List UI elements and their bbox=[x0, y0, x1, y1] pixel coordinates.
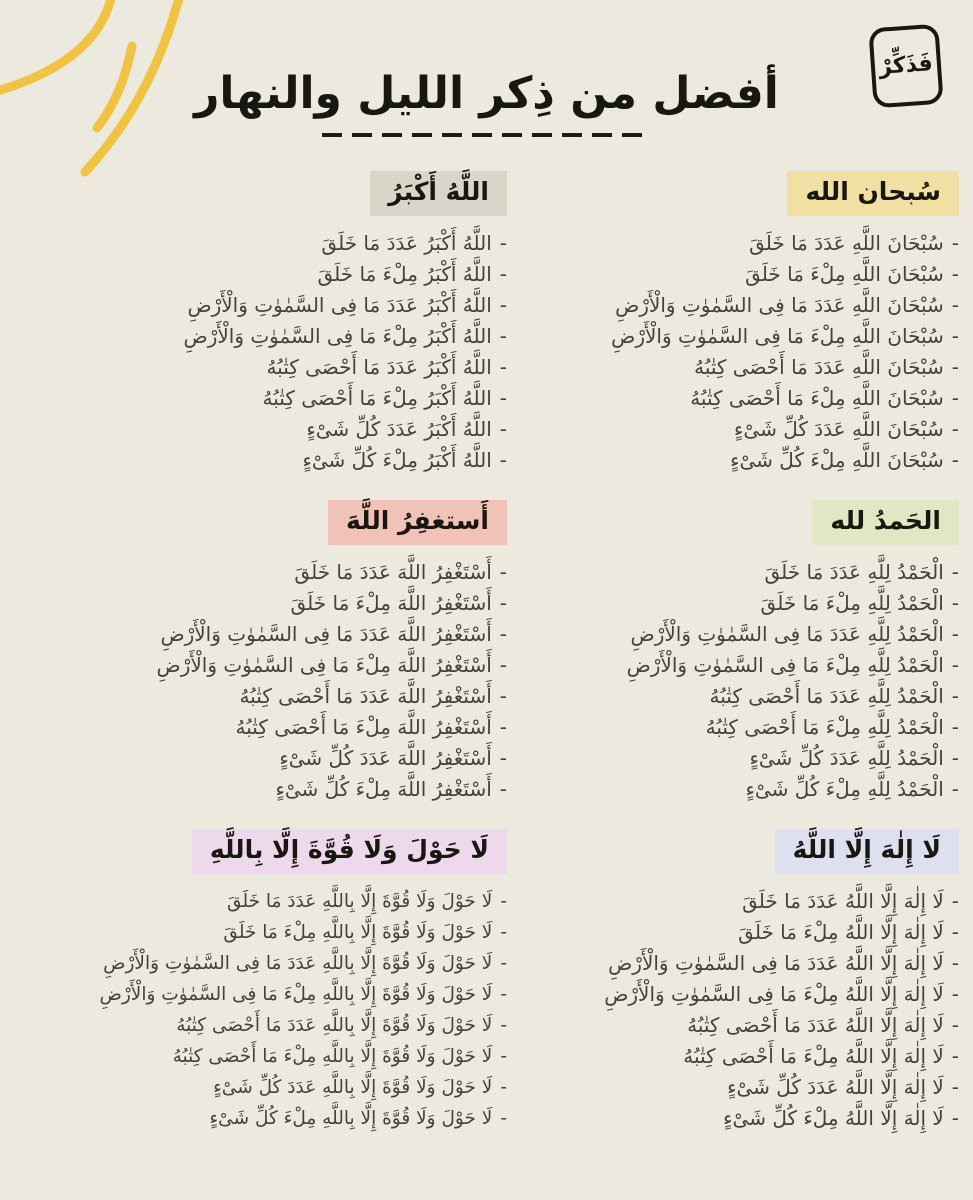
dhikr-line bbox=[6, 774, 507, 805]
dhikr-text: الْحَمْدُ لِلَّهِ عَدَدَ مَا أَحْصَى كِتٰبُهُ bbox=[709, 684, 944, 708]
section-la-ilaha-illallah bbox=[513, 829, 959, 1134]
dhikr-line bbox=[6, 321, 507, 352]
dhikr-line bbox=[6, 445, 507, 476]
dhikr-text: سُبْحَانَ اللَّهِ عَدَدَ مَا أَحْصَى كِتٰبُهُ bbox=[694, 355, 944, 379]
bullet-dash: - bbox=[500, 1077, 507, 1098]
dhikr-line bbox=[6, 1103, 507, 1134]
bullet-dash: - bbox=[951, 386, 959, 410]
bullet-dash: - bbox=[499, 622, 507, 646]
dhikr-text: لَا حَوْلَ وَلَا قُوَّةَ إِلَّا بِاللَّهِ مِلْءَ مَا أَحْصَى كِتٰبُهُ bbox=[172, 1046, 493, 1067]
dhikr-line bbox=[513, 1010, 959, 1041]
dhikr-text: اللَّهُ أَكْبَرُ مِلْءَ مَا أَحْصَى كِتٰبُهُ bbox=[262, 386, 492, 410]
dhikr-line bbox=[513, 290, 959, 321]
dhikr-line bbox=[513, 681, 959, 712]
bullet-dash: - bbox=[499, 777, 507, 801]
bullet-dash: - bbox=[499, 448, 507, 472]
section-alhamdulillah bbox=[513, 500, 959, 805]
dhikr-line bbox=[6, 290, 507, 321]
dhikr-text: لَا إِلٰهَ إِلَّا اللَّهُ مِلْءَ مَا فِى السَّمٰوٰتِ وَالْأَرْضِ bbox=[604, 982, 944, 1006]
dhikr-text: أَسْتَغْفِرُ اللَّهَ مِلْءَ مَا خَلَقَ bbox=[290, 591, 492, 615]
dhikr-text: أَسْتَغْفِرُ اللَّهَ مِلْءَ مَا فِى السَّمٰوٰتِ وَالْأَرْضِ bbox=[156, 653, 492, 677]
dhikr-text: لَا حَوْلَ وَلَا قُوَّةَ إِلَّا بِاللَّهِ عَدَدَ كُلِّ شَىْءٍ bbox=[213, 1077, 493, 1098]
bullet-dash: - bbox=[499, 746, 507, 770]
dhikr-line bbox=[6, 886, 507, 917]
dhikr-line bbox=[6, 681, 507, 712]
bullet-dash: - bbox=[951, 982, 959, 1006]
dhikr-text: سُبْحَانَ اللَّهِ عَدَدَ كُلِّ شَىْءٍ bbox=[734, 417, 944, 441]
dhikr-line bbox=[513, 228, 959, 259]
bullet-dash: - bbox=[500, 1015, 507, 1036]
dhikr-line bbox=[513, 414, 959, 445]
dhikr-text: أَسْتَغْفِرُ اللَّهَ مِلْءَ مَا أَحْصَى كِتٰبُهُ bbox=[235, 715, 492, 739]
dhikr-text: لَا إِلٰهَ إِلَّا اللَّهُ عَدَدَ مَا خَلَقَ bbox=[742, 889, 944, 913]
bullet-dash: - bbox=[500, 891, 507, 912]
dhikr-line bbox=[513, 321, 959, 352]
dhikr-line bbox=[513, 650, 959, 681]
dhikr-text: لَا إِلٰهَ إِلَّا اللَّهُ مِلْءَ مَا خَلَقَ bbox=[738, 920, 944, 944]
dhikr-text: أَسْتَغْفِرُ اللَّهَ عَدَدَ كُلِّ شَىْءٍ bbox=[279, 746, 492, 770]
dhikr-text: الْحَمْدُ لِلَّهِ مِلْءَ كُلِّ شَىْءٍ bbox=[745, 777, 944, 801]
dhikr-line bbox=[513, 352, 959, 383]
dhikr-list-allahu-akbar bbox=[6, 228, 507, 476]
fadhakkir-logo bbox=[868, 24, 943, 109]
dhikr-line bbox=[513, 1072, 959, 1103]
dhikr-line bbox=[6, 917, 507, 948]
dhikr-list-la-ilaha-illallah bbox=[513, 886, 959, 1134]
dhikr-text: أَسْتَغْفِرُ اللَّهَ مِلْءَ كُلِّ شَىْءٍ bbox=[275, 777, 492, 801]
bullet-dash: - bbox=[951, 293, 959, 317]
dhikr-text: سُبْحَانَ اللَّهِ مِلْءَ مَا أَحْصَى كِتٰبُهُ bbox=[690, 386, 944, 410]
dhikr-text: الْحَمْدُ لِلَّهِ مِلْءَ مَا خَلَقَ bbox=[760, 591, 944, 615]
dhikr-text: الْحَمْدُ لِلَّهِ عَدَدَ مَا خَلَقَ bbox=[764, 560, 944, 584]
dhikr-text: لَا إِلٰهَ إِلَّا اللَّهُ مِلْءَ كُلِّ شَىْءٍ bbox=[723, 1106, 944, 1130]
dhikr-text: أَسْتَغْفِرُ اللَّهَ عَدَدَ مَا أَحْصَى كِتٰبُهُ bbox=[239, 684, 492, 708]
dhikr-text: لَا إِلٰهَ إِلَّا اللَّهُ مِلْءَ مَا أَحْصَى كِتٰبُهُ bbox=[683, 1044, 944, 1068]
bullet-dash: - bbox=[499, 324, 507, 348]
dhikr-text: لَا حَوْلَ وَلَا قُوَّةَ إِلَّا بِاللَّهِ عَدَدَ مَا خَلَقَ bbox=[227, 891, 493, 912]
dhikr-line bbox=[513, 619, 959, 650]
section-la-hawla bbox=[6, 829, 507, 1134]
dhikr-text: اللَّهُ أَكْبَرُ عَدَدَ مَا أَحْصَى كِتٰبُهُ bbox=[266, 355, 492, 379]
bullet-dash: - bbox=[951, 591, 959, 615]
bullet-dash: - bbox=[951, 1044, 959, 1068]
dhikr-line bbox=[513, 259, 959, 290]
dhikr-text: أَسْتَغْفِرُ اللَّهَ عَدَدَ مَا خَلَقَ bbox=[294, 560, 492, 584]
column-right bbox=[513, 171, 959, 1158]
dhikr-line bbox=[513, 743, 959, 774]
page-title: أفضل من ذِكر الليل والنهار bbox=[194, 68, 779, 119]
dhikr-line bbox=[6, 352, 507, 383]
bullet-dash: - bbox=[951, 622, 959, 646]
bullet-dash: - bbox=[951, 262, 959, 286]
dhikr-line bbox=[513, 383, 959, 414]
bullet-dash: - bbox=[499, 715, 507, 739]
bullet-dash: - bbox=[500, 953, 507, 974]
column-left bbox=[6, 171, 507, 1158]
dhikr-text: اللَّهُ أَكْبَرُ مِلْءَ مَا خَلَقَ bbox=[317, 262, 492, 286]
bullet-dash: - bbox=[951, 448, 959, 472]
bullet-dash: - bbox=[951, 951, 959, 975]
bullet-dash: - bbox=[951, 1106, 959, 1130]
bullet-dash: - bbox=[500, 984, 507, 1005]
bullet-dash: - bbox=[499, 355, 507, 379]
dhikr-text: اللَّهُ أَكْبَرُ مِلْءَ كُلِّ شَىْءٍ bbox=[302, 448, 492, 472]
bullet-dash: - bbox=[951, 889, 959, 913]
bullet-dash: - bbox=[951, 653, 959, 677]
bullet-dash: - bbox=[499, 417, 507, 441]
badge-la-hawla: لَا حَوْلَ وَلَا قُوَّةَ إِلَّا بِاللَّهِ bbox=[192, 829, 507, 874]
bullet-dash: - bbox=[499, 560, 507, 584]
dhikr-line bbox=[513, 948, 959, 979]
bullet-dash: - bbox=[951, 417, 959, 441]
dhikr-line bbox=[513, 1103, 959, 1134]
bullet-dash: - bbox=[951, 1075, 959, 1099]
bullet-dash: - bbox=[951, 684, 959, 708]
dhikr-text: سُبْحَانَ اللَّهِ عَدَدَ مَا فِى السَّمٰوٰتِ وَالْأَرْضِ bbox=[615, 293, 944, 317]
dhikr-line bbox=[6, 383, 507, 414]
bullet-dash: - bbox=[499, 293, 507, 317]
bullet-dash: - bbox=[499, 591, 507, 615]
dhikr-line bbox=[6, 588, 507, 619]
dhikr-line bbox=[6, 979, 507, 1010]
dhikr-list-la-hawla bbox=[6, 886, 507, 1134]
dhikr-text: الْحَمْدُ لِلَّهِ مِلْءَ مَا فِى السَّمٰوٰتِ وَالْأَرْضِ bbox=[626, 653, 944, 677]
dhikr-list-astaghfirullah bbox=[6, 557, 507, 805]
dhikr-line bbox=[513, 445, 959, 476]
dhikr-text: أَسْتَغْفِرُ اللَّهَ عَدَدَ مَا فِى السَّمٰوٰتِ وَالْأَرْضِ bbox=[160, 622, 492, 646]
bullet-dash: - bbox=[951, 920, 959, 944]
dhikr-list-subhanallah bbox=[513, 228, 959, 476]
bullet-dash: - bbox=[951, 777, 959, 801]
bullet-dash: - bbox=[500, 1108, 507, 1129]
dhikr-line bbox=[513, 588, 959, 619]
dhikr-text: سُبْحَانَ اللَّهِ مِلْءَ مَا خَلَقَ bbox=[745, 262, 944, 286]
dhikr-line bbox=[6, 259, 507, 290]
dhikr-line bbox=[6, 948, 507, 979]
bullet-dash: - bbox=[499, 262, 507, 286]
bullet-dash: - bbox=[951, 355, 959, 379]
dhikr-text: الْحَمْدُ لِلَّهِ مِلْءَ مَا أَحْصَى كِتٰبُهُ bbox=[705, 715, 944, 739]
dhikr-text: سُبْحَانَ اللَّهِ عَدَدَ مَا خَلَقَ bbox=[749, 231, 944, 255]
dhikr-text: اللَّهُ أَكْبَرُ عَدَدَ كُلِّ شَىْءٍ bbox=[306, 417, 492, 441]
dhikr-line bbox=[6, 1010, 507, 1041]
dhikr-line bbox=[513, 886, 959, 917]
dhikr-line bbox=[6, 619, 507, 650]
dhikr-text: اللَّهُ أَكْبَرُ عَدَدَ مَا فِى السَّمٰوٰتِ وَالْأَرْضِ bbox=[187, 293, 492, 317]
section-astaghfirullah bbox=[6, 500, 507, 805]
bullet-dash: - bbox=[951, 715, 959, 739]
bullet-dash: - bbox=[951, 560, 959, 584]
dhikr-line bbox=[6, 414, 507, 445]
dhikr-text: لَا حَوْلَ وَلَا قُوَّةَ إِلَّا بِاللَّهِ مِلْءَ مَا فِى السَّمٰوٰتِ وَالْأَرْضِ bbox=[99, 984, 493, 1005]
dhikr-text: لَا حَوْلَ وَلَا قُوَّةَ إِلَّا بِاللَّهِ مِلْءَ مَا خَلَقَ bbox=[223, 922, 493, 943]
dhikr-list-alhamdulillah bbox=[513, 557, 959, 805]
badge-astaghfirullah: أَستغفِرُ اللَّهَ bbox=[328, 500, 507, 545]
header bbox=[0, 0, 973, 137]
dhikr-text: لَا إِلٰهَ إِلَّا اللَّهُ عَدَدَ مَا فِى السَّمٰوٰتِ وَالْأَرْضِ bbox=[608, 951, 944, 975]
dhikr-text: سُبْحَانَ اللَّهِ مِلْءَ مَا فِى السَّمٰوٰتِ وَالْأَرْضِ bbox=[611, 324, 944, 348]
bullet-dash: - bbox=[499, 653, 507, 677]
dhikr-text: اللَّهُ أَكْبَرُ عَدَدَ مَا خَلَقَ bbox=[321, 231, 492, 255]
bullet-dash: - bbox=[951, 324, 959, 348]
bullet-dash: - bbox=[951, 231, 959, 255]
dhikr-line bbox=[6, 228, 507, 259]
badge-subhanallah: سُبحان الله bbox=[787, 171, 959, 216]
dhikr-text: لَا حَوْلَ وَلَا قُوَّةَ إِلَّا بِاللَّهِ مِلْءَ كُلِّ شَىْءٍ bbox=[209, 1108, 493, 1129]
badge-la-ilaha-illallah: لَا إِلٰهَ إِلَّا اللَّهُ bbox=[775, 829, 959, 874]
dhikr-line bbox=[6, 743, 507, 774]
dhikr-text: اللَّهُ أَكْبَرُ مِلْءَ مَا فِى السَّمٰوٰتِ وَالْأَرْضِ bbox=[183, 324, 492, 348]
dhikr-text: لَا إِلٰهَ إِلَّا اللَّهُ عَدَدَ كُلِّ شَىْءٍ bbox=[727, 1075, 944, 1099]
dhikr-text: لَا حَوْلَ وَلَا قُوَّةَ إِلَّا بِاللَّهِ عَدَدَ مَا فِى السَّمٰوٰتِ وَالْأَرْضِ bbox=[103, 953, 493, 974]
badge-allahu-akbar: اللَّهُ أَكْبَرُ bbox=[370, 171, 507, 216]
bullet-dash: - bbox=[499, 386, 507, 410]
dhikr-line bbox=[513, 979, 959, 1010]
dhikr-line bbox=[513, 712, 959, 743]
content-columns bbox=[0, 137, 973, 1158]
dhikr-line bbox=[6, 712, 507, 743]
dhikr-text: سُبْحَانَ اللَّهِ مِلْءَ كُلِّ شَىْءٍ bbox=[730, 448, 944, 472]
dhikr-line bbox=[513, 557, 959, 588]
dhikr-text: الْحَمْدُ لِلَّهِ عَدَدَ مَا فِى السَّمٰوٰتِ وَالْأَرْضِ bbox=[630, 622, 944, 646]
dhikr-text: لَا إِلٰهَ إِلَّا اللَّهُ عَدَدَ مَا أَحْصَى كِتٰبُهُ bbox=[687, 1013, 944, 1037]
dhikr-line bbox=[513, 774, 959, 805]
bullet-dash: - bbox=[500, 922, 507, 943]
dhikr-line bbox=[6, 1072, 507, 1103]
bullet-dash: - bbox=[500, 1046, 507, 1067]
bullet-dash: - bbox=[499, 231, 507, 255]
dhikr-line bbox=[6, 650, 507, 681]
dhikr-line bbox=[513, 1041, 959, 1072]
dhikr-line bbox=[513, 917, 959, 948]
logo-text: فَذَكِّرْ bbox=[878, 51, 934, 81]
section-subhanallah bbox=[513, 171, 959, 476]
dhikr-text: لَا حَوْلَ وَلَا قُوَّةَ إِلَّا بِاللَّهِ عَدَدَ مَا أَحْصَى كِتٰبُهُ bbox=[176, 1015, 493, 1036]
section-allahu-akbar bbox=[6, 171, 507, 476]
bullet-dash: - bbox=[951, 746, 959, 770]
dhikr-text: الْحَمْدُ لِلَّهِ عَدَدَ كُلِّ شَىْءٍ bbox=[749, 746, 944, 770]
dhikr-line bbox=[6, 1041, 507, 1072]
bullet-dash: - bbox=[951, 1013, 959, 1037]
badge-alhamdulillah: الحَمدُ لله bbox=[812, 500, 959, 545]
dhikr-line bbox=[6, 557, 507, 588]
bullet-dash: - bbox=[499, 684, 507, 708]
